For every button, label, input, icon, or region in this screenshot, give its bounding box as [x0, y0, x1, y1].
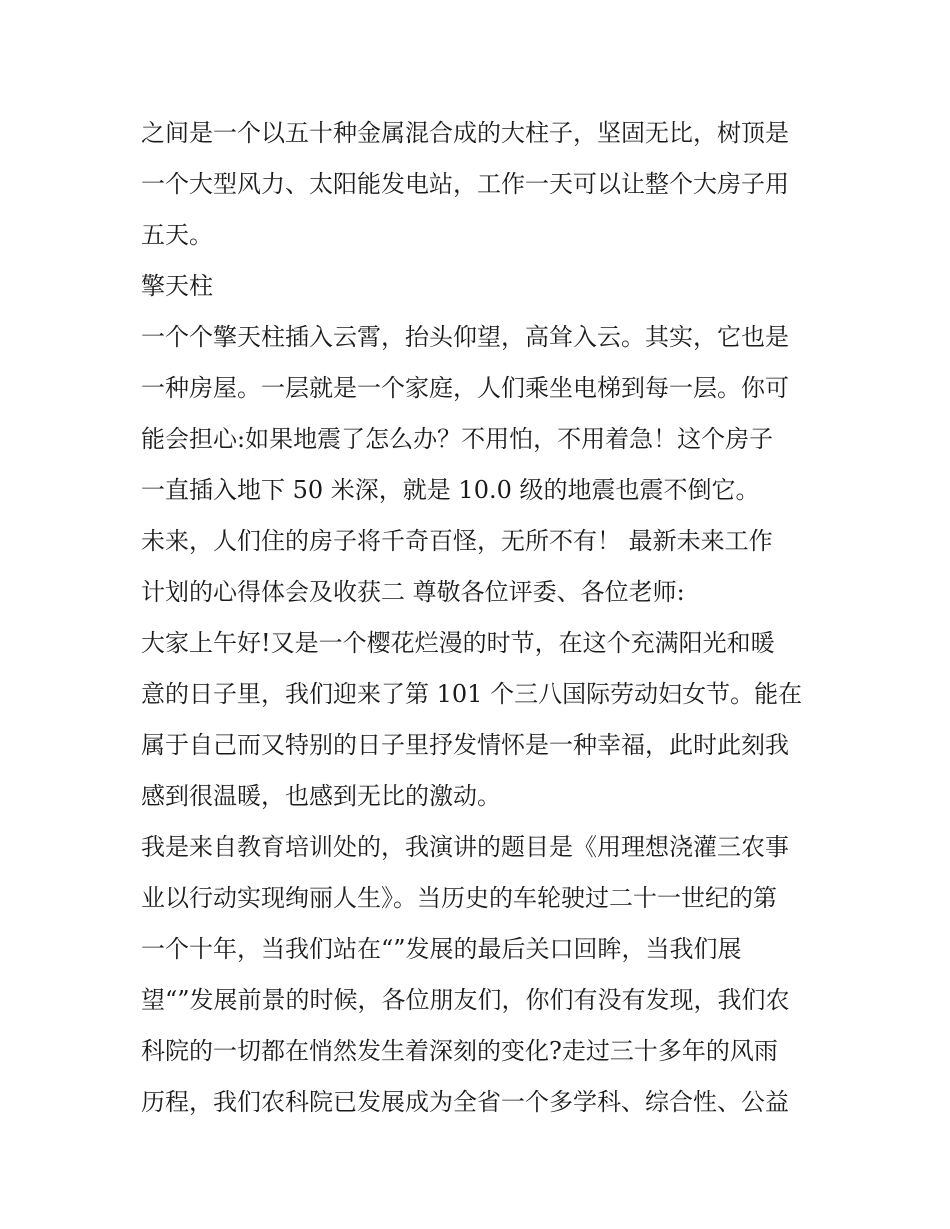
text-line: 大家上午好!又是一个樱花烂漫的时节，在这个充满阳光和暖 — [141, 629, 775, 657]
text-line: 五天。 — [141, 221, 213, 249]
text-line: 未来，人们住的房子将千奇百怪，无所不有！ 最新未来工作 — [141, 527, 773, 555]
text-line: 感到很温暖，也感到无比的激动。 — [141, 782, 501, 810]
document-body — [141, 108, 831, 1128]
text-line: 属于自己而又特别的日子里抒发情怀是一种幸福，此时此刻我 — [141, 731, 789, 759]
text-line: 业以行动实现绚丽人生》。当历史的车轮驶过二十一世纪的第 — [141, 884, 777, 912]
text-line: 历程，我们农科院已发展成为全省一个多学科、综合性、公益 — [141, 1088, 789, 1116]
text-line: 一个个擎天柱插入云霄，抬头仰望，高耸入云。其实，它也是 — [141, 323, 789, 351]
text-line: 一种房屋。一层就是一个家庭，人们乘坐电梯到每一层。你可 — [141, 374, 789, 402]
text-line: 意的日子里，我们迎来了第 101 个三八国际劳动妇女节。能在 — [141, 680, 803, 708]
text-line: 望“”发展前景的时候，各位朋友们，你们有没有发现，我们农 — [141, 986, 790, 1014]
text-line: 科院的一切都在悄然发生着深刻的变化?走过三十多年的风雨 — [141, 1037, 778, 1065]
text-line: 一个大型风力、太阳能发电站，工作一天可以让整个大房子用 — [141, 170, 789, 198]
text-line: 之间是一个以五十种金属混合成的大柱子，坚固无比，树顶是 — [141, 119, 789, 147]
section-heading: 擎天柱 — [141, 272, 213, 300]
text-line: 一直插入地下 50 米深，就是 10.0 级的地震也震不倒它。 — [141, 476, 760, 504]
text-line: 一个十年，当我们站在“”发展的最后关口回眸，当我们展 — [141, 935, 742, 963]
text-line: 能会担心:如果地震了怎么办？不用怕，不用着急！这个房子 — [141, 425, 774, 453]
text-line: 我是来自教育培训处的，我演讲的题目是《用理想浇灌三农事 — [141, 833, 789, 861]
text-line: 计划的心得体会及收获二 尊敬各位评委、各位老师: — [141, 578, 685, 606]
